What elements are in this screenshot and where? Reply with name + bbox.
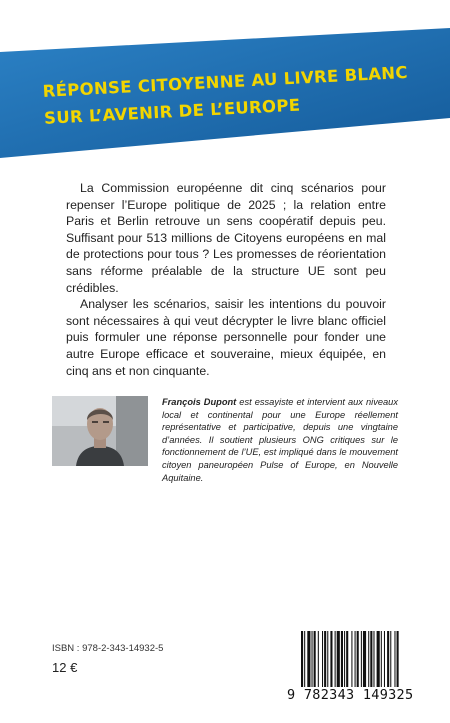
author-name: François Dupont [162,397,237,407]
author-bio-text: est essayiste et intervient aux niveaux local et continental pour une Europe réellement représentative et participative, depuis une vingtaine d’années. Il soutient plusieurs ONG critiques sur le fonctionnement de l’UE, est impliqué dans le mouvement citoyen paneuropéen Pulse of Europe, en Nouvelle Aquitaine. [162,397,399,483]
blurb-paragraph-1: La Commission européenne dit cinq scénarios pour repenser l’Europe politique de 2025 ; la relation entre Paris et Berlin retrouve un sens coopératif depuis peu. Suffisant pour 513 millions de Citoyens européens en mal de protections pour tous ? Les promesses de réorientation sans réforme préalable de la structure UE sont peu crédibles. [66,181,386,295]
title-line-2: SUR L’AVENIR DE L’EUROPE [43,95,301,128]
barcode-digits: 9 782343 149325 [287,687,414,703]
price: 12 € [52,660,78,675]
author-photo [52,396,148,466]
barcode-bars [287,631,437,687]
author-bio [162,396,398,484]
blurb-paragraph-2: Analyser les scénarios, saisir les intentions du pouvoir sont nécessaires à qui veut décrypter le livre blanc officiel puis formuler une réponse personnelle pour fonder une autre Europe efficace et souveraine, mieux équipée, en cinq ans et non cinquante. [66,297,386,378]
title-line-1: RÉPONSE CITOYENNE AU LIVRE BLANC [42,62,409,101]
isbn: ISBN : 978-2-343-14932-5 [52,643,164,654]
back-cover-blurb [66,180,386,379]
